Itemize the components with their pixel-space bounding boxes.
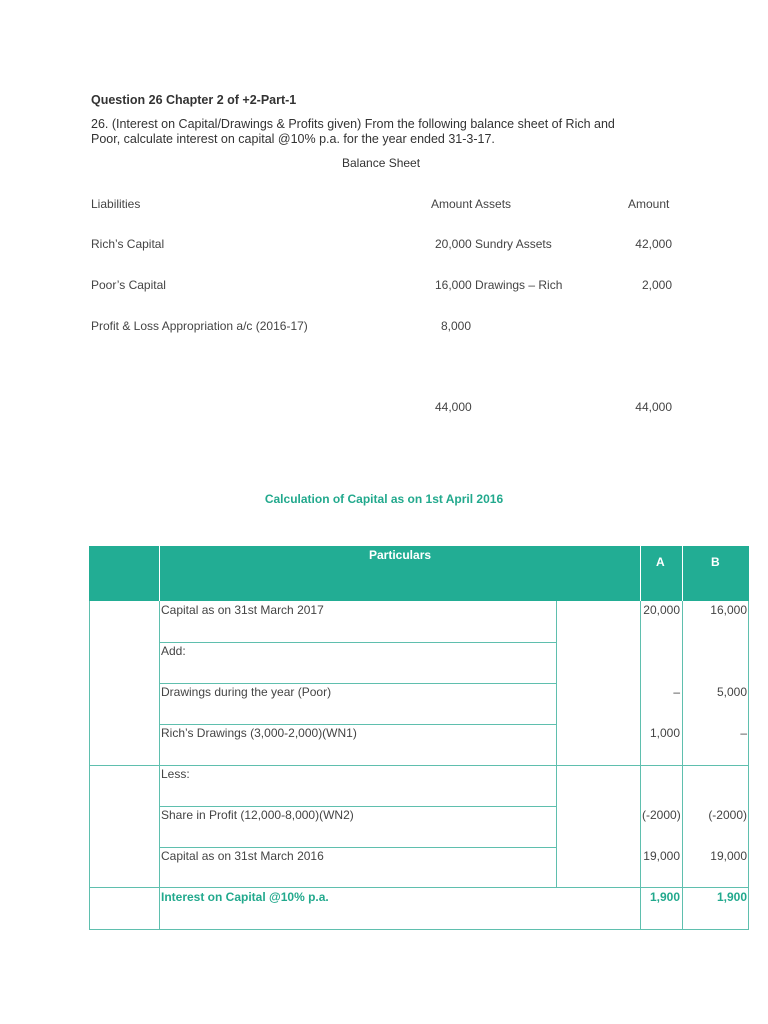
row-label: Less: [161,767,190,781]
bs-header-amount-assets: Amount Assets [431,197,512,211]
grid-line [159,847,556,848]
header-divider [682,546,683,601]
bs-total-left: 44,000 [435,400,472,414]
balance-sheet-title: Balance Sheet [342,156,421,170]
bs-header-liabilities: Liabilities [91,197,141,211]
row-label: Add: [161,644,186,658]
grid-line [89,765,749,766]
bs-header-amount: Amount [628,197,670,211]
row-value-a: 1,900 [649,890,680,904]
header-b: B [711,555,720,569]
grid-line [159,642,556,643]
bs-row-1-amount: 42,000 [635,237,672,251]
row-value-a: 19,000 [643,849,680,863]
grid-line [159,683,556,684]
bs-row-2-amount: 2,000 [641,278,672,292]
grid-line [159,806,556,807]
calculation-title: Calculation of Capital as on 1st April 2016 [264,492,504,506]
intro-line-2: Poor, calculate interest on capital @10% p.a. for the year ended 31-3-17. [91,132,495,146]
row-label: Drawings during the year (Poor) [161,685,332,699]
grid-line [89,887,749,888]
row-value-b: 5,000 [716,685,747,699]
grid-line [89,929,749,930]
row-value-b: – [740,726,747,740]
bs-row-3-liability: Profit & Loss Appropriation a/c (2016-17) [91,319,308,333]
row-label: Share in Profit (12,000-8,000)(WN2) [161,808,354,822]
bs-row-2-mid: 16,000 Drawings – Rich [435,278,563,292]
grid-line [159,724,556,725]
header-particulars: Particulars [369,548,432,562]
row-value-b: (-2000) [708,808,747,822]
bs-row-3-mid: 8,000 [441,319,472,333]
row-value-a: 1,000 [649,726,680,740]
bs-row-2-liability: Poor’s Capital [91,278,166,292]
bs-row-1-mid: 20,000 Sundry Assets [435,237,552,251]
question-intro [91,117,671,147]
calculation-table [89,546,749,930]
question-heading: Question 26 Chapter 2 of +2-Part-1 [91,93,297,107]
header-a: A [656,555,665,569]
row-value-a: 20,000 [643,603,680,617]
row-label: Capital as on 31st March 2017 [161,603,324,617]
intro-line-1: 26. (Interest on Capital/Drawings & Profits given) From the following balance sheet of Rich and [91,117,615,131]
row-label: Interest on Capital @10% p.a. [161,890,329,904]
header-divider [159,546,160,601]
bs-total-right: 44,000 [635,400,672,414]
header-divider [640,546,641,601]
grid-line [556,601,557,887]
table-header [89,546,749,601]
bs-row-1-liability: Rich’s Capital [91,237,165,251]
row-value-b: 16,000 [710,603,747,617]
row-value-b: 1,900 [716,890,747,904]
row-label: Rich’s Drawings (3,000-2,000)(WN1) [161,726,357,740]
row-value-a: – [673,685,680,699]
row-label: Capital as on 31st March 2016 [161,849,324,863]
row-value-b: 19,000 [710,849,747,863]
row-value-a: (-2000) [642,808,681,822]
